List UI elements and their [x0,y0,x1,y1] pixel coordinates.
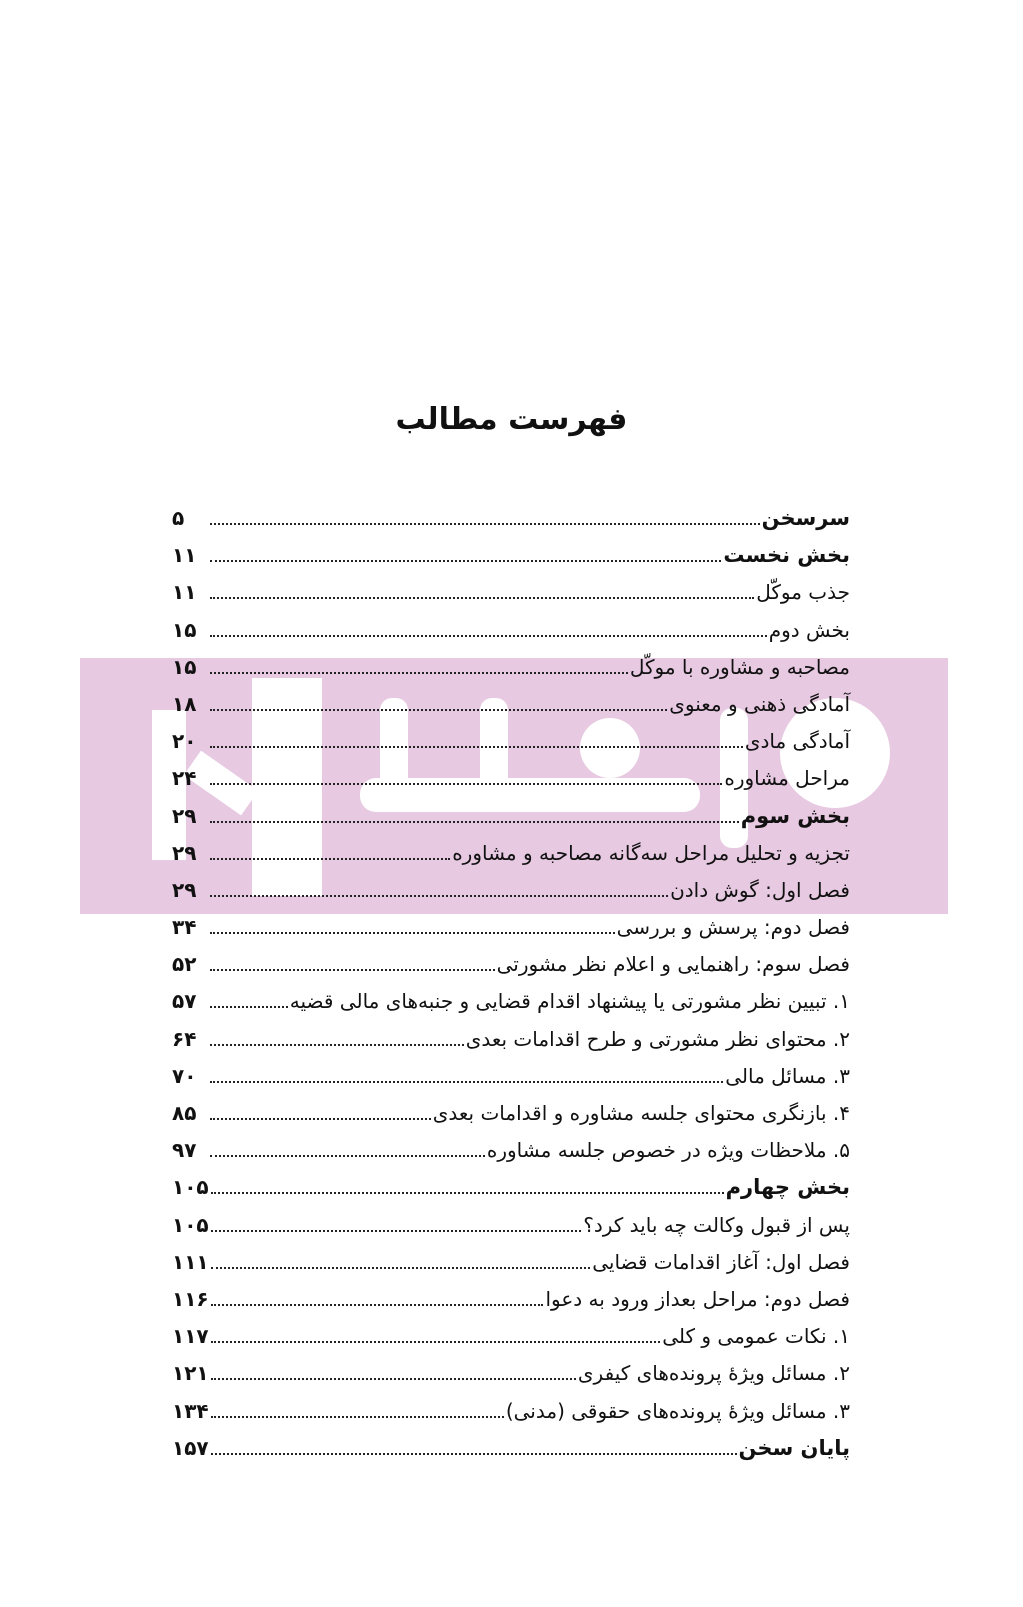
leader-dots [210,1118,431,1120]
toc-entry-page-number: ۲۹ [172,803,197,828]
toc-entry-page-number: ۱۰۵ [172,1212,209,1237]
toc-entry-label: ۳. مسائل مالی [725,1063,850,1088]
toc-entry-label: بخش چهارم [725,1175,850,1200]
leader-dots [210,672,628,674]
toc-entry-page-number: ۲۴ [172,766,197,791]
leader-dots [211,1304,544,1306]
toc-entry-label: آمادگی مادی [744,729,850,754]
toc-entry-label: آمادگی ذهنی و معنوی [669,691,850,716]
toc-entry [172,1207,850,1244]
leader-dots [210,1155,485,1157]
toc-entry-page-number: ۵۲ [172,952,197,977]
toc-entry-label: فصل دوم: پرسش و بررسی [616,915,850,940]
toc-entry-label: پس از قبول وکالت چه باید کرد؟ [583,1212,850,1237]
toc-entry-label: فصل اول: گوش دادن [670,877,850,902]
toc-entry [172,537,850,574]
toc-entry-page-number: ۱۱۷ [172,1324,209,1349]
leader-dots [210,597,754,599]
toc-entry [172,760,850,797]
toc-entry-label: بخش نخست [723,543,850,568]
leader-dots [210,746,743,748]
toc-entry [172,612,850,649]
toc-entry-page-number: ۲۹ [172,877,197,902]
leader-dots [210,709,667,711]
table-of-contents [172,500,850,1467]
toc-entry [172,1058,850,1095]
toc-entry-page-number: ۲۹ [172,840,197,865]
toc-entry-label: سرسخن [761,506,850,530]
toc-entry-page-number: ۸۵ [172,1101,197,1125]
leader-dots [210,1044,464,1046]
toc-entry-page-number: ۱۸ [172,691,197,716]
leader-dots [210,895,668,897]
toc-entry-page-number: ۱۵۷ [172,1435,209,1460]
toc-entry-page-number: ۵۷ [172,989,197,1014]
toc-entry [172,983,850,1020]
toc-entry-page-number: ۱۱ [172,580,197,605]
toc-entry [172,1281,850,1318]
leader-dots [210,821,739,823]
toc-entry-page-number: ۹۷ [172,1138,197,1163]
page-title: فهرست مطالب [395,402,628,437]
toc-entry-label: ۲. مسائل ویژهٔ پرونده‌های کیفری [577,1361,850,1386]
toc-entry [172,686,850,723]
leader-dots [210,1081,723,1083]
toc-entry-page-number: ۱۱۱ [172,1249,209,1274]
toc-entry-page-number: ۲۰ [172,729,197,754]
leader-dots [210,858,450,860]
toc-entry-page-number: ۳۴ [172,915,197,940]
leader-dots [210,783,722,785]
toc-entry [172,946,850,983]
toc-entry [172,574,850,611]
toc-entry-label: ۵. ملاحظات ویژه در خصوص جلسه مشاوره [486,1138,850,1163]
toc-entry-page-number: ۱۱ [172,543,197,568]
toc-entry [172,1393,850,1430]
leader-dots [211,1267,591,1269]
toc-entry-label: فصل دوم: مراحل بعداز ورود به دعوا [545,1286,850,1311]
toc-entry [172,1169,850,1206]
toc-entry-label: فصل اول: آغاز اقدامات قضایی [592,1249,850,1274]
toc-entry [172,1021,850,1058]
toc-entry-label: ۱. نکات عمومی و کلی [662,1324,850,1349]
leader-dots [210,969,495,971]
toc-entry [172,1244,850,1281]
toc-entry-label: ۱. تبیین نظر مشورتی یا پیشنهاد اقدام قضایی و جنبه‌های مالی قضیه [289,989,850,1014]
toc-entry-label: جذب موکّل [756,580,850,605]
leader-dots [210,560,721,562]
leader-dots [211,1192,724,1194]
leader-dots [210,635,767,637]
toc-entry-page-number: ۷۰ [172,1063,197,1088]
leader-dots [211,1453,737,1455]
toc-entry [172,835,850,872]
leader-dots [211,1416,504,1418]
toc-entry-page-number: ۵ [172,506,185,530]
leader-dots [210,932,615,934]
toc-entry [172,1430,850,1467]
toc-entry-page-number: ۶۴ [172,1026,197,1051]
toc-entry-label: مصاحبه و مشاوره با موکّل [629,654,850,679]
leader-dots [210,1006,288,1008]
toc-entry-label: فصل سوم: راهنمایی و اعلام نظر مشورتی [496,952,850,977]
toc-entry-page-number: ۱۱۶ [172,1286,209,1311]
toc-entry [172,1355,850,1392]
toc-entry-label: ۲. محتوای نظر مشورتی و طرح اقدامات بعدی [465,1026,850,1051]
toc-entry [172,1318,850,1355]
toc-entry-page-number: ۱۰۵ [172,1175,209,1200]
toc-entry-page-number: ۱۳۴ [172,1398,209,1423]
toc-entry-label: بخش سوم [740,803,850,828]
toc-entry [172,649,850,686]
toc-entry-label: تجزیه و تحلیل مراحل سه‌گانه مصاحبه و مشاوره [452,840,850,865]
toc-entry-label: پایان سخن [738,1435,850,1460]
toc-entry [172,1095,850,1132]
toc-entry-label: بخش دوم [768,617,850,642]
toc-entry [172,500,850,537]
toc-entry [172,723,850,760]
toc-entry [172,798,850,835]
toc-entry-label: مراحل مشاوره [724,766,850,791]
toc-entry-page-number: ۱۲۱ [172,1361,209,1386]
toc-entry-page-number: ۱۵ [172,617,197,642]
toc-entry [172,909,850,946]
toc-entry-label: ۳. مسائل ویژهٔ پرونده‌های حقوقی (مدنی) [505,1398,850,1423]
leader-dots [211,1230,582,1232]
toc-entry-page-number: ۱۵ [172,654,197,679]
leader-dots [211,1341,661,1343]
leader-dots [210,523,760,525]
toc-entry-label: ۴. بازنگری محتوای جلسه مشاوره و اقدامات بعدی [432,1101,850,1125]
toc-entry [172,872,850,909]
toc-entry [172,1132,850,1169]
leader-dots [211,1378,576,1380]
